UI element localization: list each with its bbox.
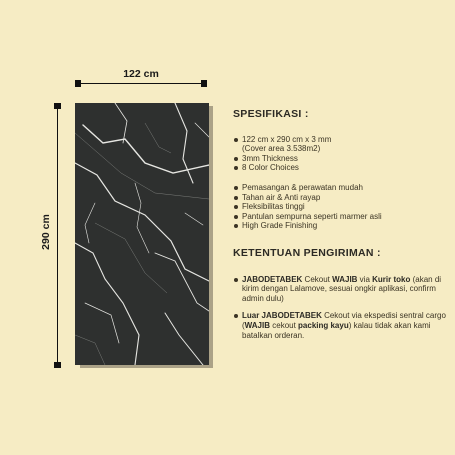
shipping-item-jabodetabek: JABODETABEK Cekout WAJIB via Kurir toko (akan di kirim dengan Lalamove, sesuai ongkir aplikasi, confirm admin dulu) xyxy=(233,275,448,304)
list-item: High Grade Finishing xyxy=(233,221,448,231)
info-panel xyxy=(233,110,448,348)
width-dimension-line xyxy=(75,78,207,90)
list-item: Pemasangan & perawatan mudah xyxy=(233,183,448,193)
shipping-list xyxy=(233,275,448,341)
width-label: 122 cm xyxy=(123,68,159,80)
marble-slab-image xyxy=(75,103,209,365)
list-item: Fleksibilitas tinggi xyxy=(233,202,448,212)
height-dimension-line xyxy=(52,103,64,368)
list-item: Pantulan sempurna seperti marmer asli xyxy=(233,212,448,222)
height-label: 290 cm xyxy=(40,214,52,250)
list-item: Tahan air & Anti rayap xyxy=(233,193,448,203)
shipping-heading: KETENTUAN PENGIRIMAN : xyxy=(233,246,381,259)
shipping-item-luar-jabodetabek: Luar JABODETABEK Cekout via ekspedisi sentral cargo (WAJIB cekout packing kayu) kalau tidak akan kami batalkan orderan. xyxy=(233,311,448,340)
spec-list-2 xyxy=(233,183,448,231)
spec-list-1 xyxy=(233,135,448,173)
spec-heading: SPESIFIKASI : xyxy=(233,108,309,120)
list-item: 122 cm x 290 cm x 3 mm (Cover area 3.538m2) xyxy=(233,135,448,154)
list-item: 3mm Thickness xyxy=(233,154,448,164)
list-item: 8 Color Choices xyxy=(233,163,448,173)
